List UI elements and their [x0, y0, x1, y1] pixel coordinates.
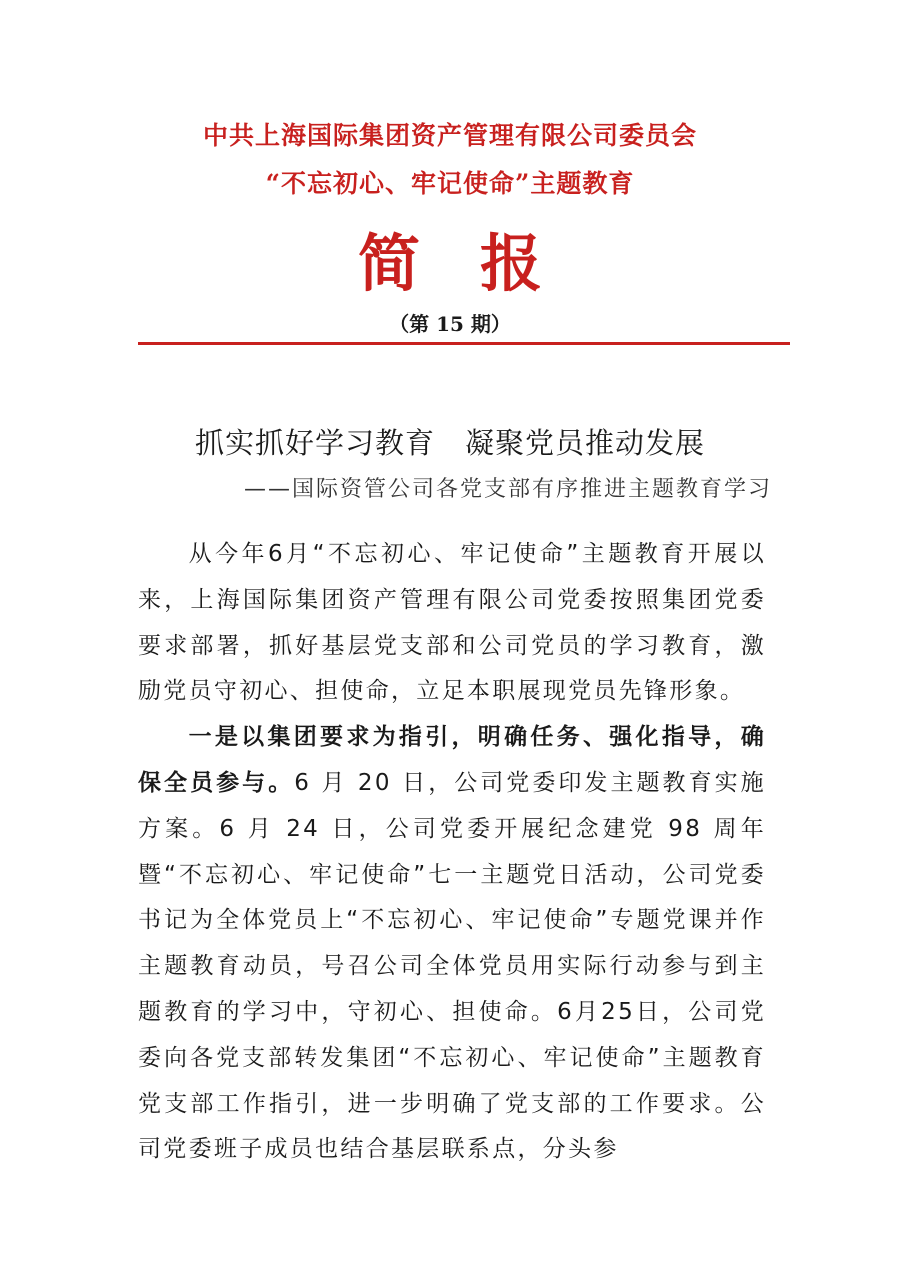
issue-number: （第 15 期） [389, 312, 511, 336]
paragraph-text: 6 月 20 日，公司党委印发主题教育实施方案。6 月 24 日，公司党委开展纪念建党 98 周年暨“不忘初心、牢记使命”七一主题党日活动，公司党委书记为全体党员上“不忘初心、牢记使命”专题党课并作主题教育动员，号召公司全体党员用实际行动参与到主题教育的学习中，守初心、担使命。6月25日，公司党委向各党支部转发集团“不忘初心、牢记使命”主题教育党支部工作指引，进一步明确了党支部的工作要求。公司党委班子成员也结合基层联系点，分头参 [138, 769, 766, 1163]
header-divider [138, 342, 790, 345]
article-title: 抓实抓好学习教育 凝聚党员推动发展 [194, 426, 705, 460]
article-body [138, 532, 766, 1173]
paragraph-intro: 从今年6月“不忘初心、牢记使命”主题教育开展以来，上海国际集团资产管理有限公司党委按照集团党委要求部署，抓好基层党支部和公司党员的学习教育，激励党员守初心、担使命，立足本职展现党员先锋形象。 [138, 541, 766, 705]
article-subtitle: ——国际资管公司各党支部有序推进主题教育学习 [244, 477, 773, 502]
paragraph-first-point [138, 715, 766, 1173]
paragraph-lead: 一是以集团要求为指引，明确任务、强化指导，确保全员参与。 [138, 724, 766, 796]
theme-heading: “不忘初心、牢记使命”主题教育 [265, 169, 635, 198]
bulletin-masthead: 简报 [357, 227, 602, 300]
organization-heading: 中共上海国际集团资产管理有限公司委员会 [202, 121, 697, 150]
